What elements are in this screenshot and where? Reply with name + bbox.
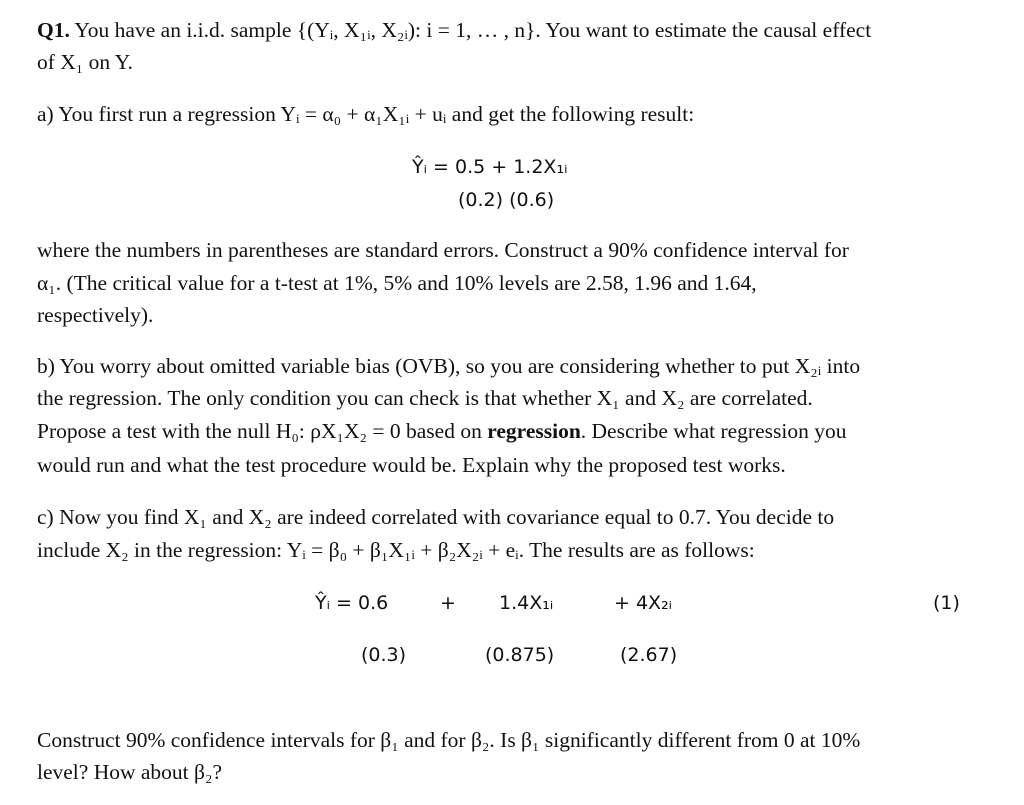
part-c-text-1: Construct 90% confidence intervals for β₁ and for β₂. Is β₁ significantly different from 0 at 10% [37, 728, 861, 752]
part-c-eq-term-1: 1.4X₁ᵢ [499, 592, 554, 614]
part-c-eq-plus: + [440, 592, 456, 614]
part-c-line-2: include X₂ in the regression: Yᵢ = β₀ + β₁X₁ᵢ + β₂X₂ᵢ + eᵢ. The results are as follows: [37, 538, 755, 562]
part-b-line-3 [37, 418, 846, 444]
part-b-line-4: would run and what the test procedure would be. Explain why the proposed test works. [37, 453, 786, 477]
q1-label: Q1. [37, 18, 70, 42]
part-c-se-intercept: (0.3) [361, 644, 407, 666]
part-c-se-beta2: (2.67) [620, 644, 678, 666]
part-a-standard-errors: (0.2) (0.6) [458, 189, 555, 211]
part-c-text-2: level? How about β₂? [37, 760, 222, 784]
part-b-line-3-post: . Describe what regression you [580, 419, 847, 443]
part-b-line-1: b) You worry about omitted variable bias (OVB), so you are considering whether to put X₂ᵢ into [37, 354, 861, 378]
part-a-intro: a) You first run a regression Yᵢ = α₀ + α₁X₁ᵢ + uᵢ and get the following result: [37, 102, 695, 126]
q1-line-1 [37, 17, 871, 43]
part-b-line-3-pre: Propose a test with the null H₀: ρX₁X₂ = 0 based on [37, 419, 488, 443]
part-a-text-2: α₁. (The critical value for a t-test at 1%, 5% and 10% levels are 2.58, 1.96 and 1.64, [37, 271, 757, 295]
part-b-emphasis: regression [487, 419, 581, 443]
part-c-line-1: c) Now you find X₁ and X₂ are indeed correlated with covariance equal to 0.7. You decide to [37, 505, 835, 529]
equation-number: (1) [933, 592, 960, 614]
part-a-equation: Ŷᵢ = 0.5 + 1.2X₁ᵢ [412, 156, 568, 178]
part-a-text-1: where the numbers in parentheses are standard errors. Construct a 90% confidence interval for [37, 238, 849, 262]
part-c-eq-term-2: + 4X₂ᵢ [614, 592, 673, 614]
part-b-line-2: the regression. The only condition you can check is that whether X₁ and X₂ are correlated. [37, 386, 813, 410]
part-a-text-3: respectively). [37, 303, 154, 327]
q1-text-1: You have an i.i.d. sample {(Yᵢ, X₁ᵢ, X₂ᵢ): i = 1, … , n}. You want to estimate the causal effect [69, 18, 872, 42]
part-c-eq-lhs: Ŷᵢ = 0.6 [315, 592, 389, 614]
q1-line-2: of X₁ on Y. [37, 50, 133, 74]
part-c-se-beta1: (0.875) [485, 644, 555, 666]
